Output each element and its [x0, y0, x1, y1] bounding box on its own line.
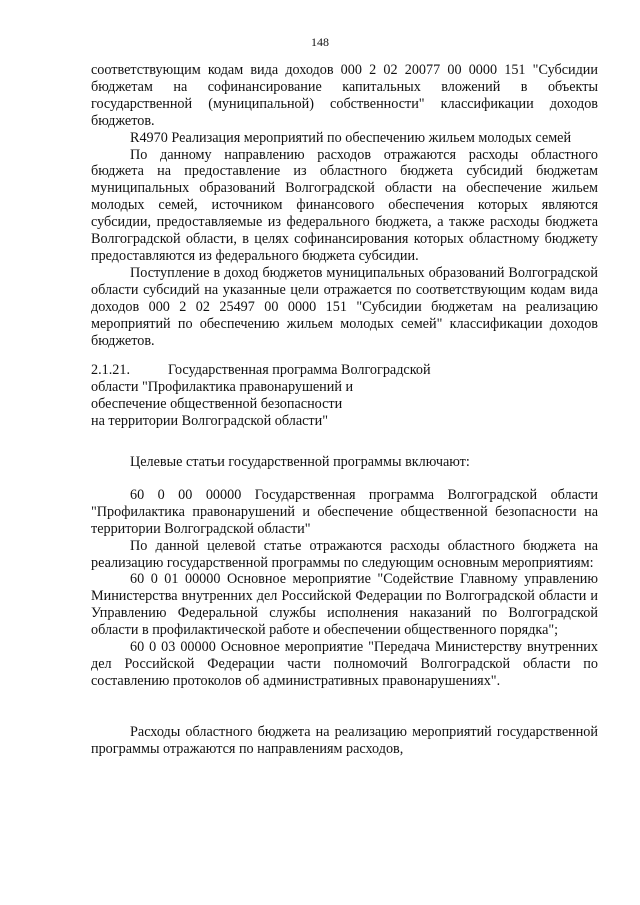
section-title-line-1: Государственная программа Волгоградской	[168, 362, 431, 379]
paragraph-expense-directions: Расходы областного бюджета на реализацию мероприятий государственной программы отражаются по направлениям расходов,	[91, 723, 598, 757]
paragraph-young-families-expenses: По данному направлению расходов отражаются расходы областного бюджета на предоставление из областного бюджета субсидий бюджетам муниципальных образований Волгоградской области на обеспечение жильем молодых семей, источником финансового обеспечения которых являются субсидии, предоставляемые из федерального бюджета, а также расходы бюджета Волгоградской области, в целях софинансирования которых областному бюджету предоставляются из федерального бюджета субсидии.	[91, 146, 598, 264]
paragraph-young-families-income: Поступление в доход бюджетов муниципальных образований Волгоградской области субсидий на указанные цели отражается по соответствующим кодам вида доходов 000 2 02 25497 00 0000 151 "Субсидии бюджетам на реализацию мероприятий по обеспечению жильем молодых семей" классификации доходов бюджетов.	[91, 264, 598, 349]
section-number: 2.1.21.	[91, 362, 131, 379]
document-body	[91, 62, 598, 758]
section-title-line-3: обеспечение общественной безопасности	[91, 396, 343, 413]
page-number: 148	[311, 35, 329, 49]
section-title-line-4: на территории Волгоградской области"	[91, 413, 329, 430]
paragraph-program-expenses: По данной целевой статье отражаются расходы областного бюджета на реализацию государственной программы по следующим основным мероприятиям:	[91, 537, 598, 571]
section-heading	[91, 362, 598, 430]
section-heading-line-1	[91, 362, 598, 379]
expense-direction-r4970: R4970 Реализация мероприятий по обеспечению жильем молодых семей	[130, 129, 572, 146]
target-article-600030000: 60 0 03 00000 Основное мероприятие "Передача Министерству внутренних дел Российской Федерации части полномочий Волгоградской области по составлению протоколов об административных правонарушениях".	[91, 639, 598, 689]
target-articles-intro: Целевые статьи государственной программы включают:	[130, 454, 470, 471]
target-article-600000000: 60 0 00 00000 Государственная программа Волгоградской области "Профилактика правонарушений и обеспечение общественной безопасности на территории Волгоградской области"	[91, 486, 598, 537]
section-title-line-2: области "Профилактика правонарушений и	[91, 379, 354, 396]
paragraph-income-codes-capital: соответствующим кодам вида доходов 000 2 02 20077 00 0000 151 "Субсидии бюджетам на софинансирование капитальных вложений в объекты государственной (муниципальной) собственности" классификации доходов бюджетов.	[91, 62, 598, 129]
target-article-600010000: 60 0 01 00000 Основное мероприятие "Содействие Главному управлению Министерства внутренних дел Российской Федерации по Волгоградской области и Управлению Федеральной службы исполнения наказаний по Волгоградской области в профилактической работе и обеспечении общественного порядка";	[91, 571, 598, 639]
